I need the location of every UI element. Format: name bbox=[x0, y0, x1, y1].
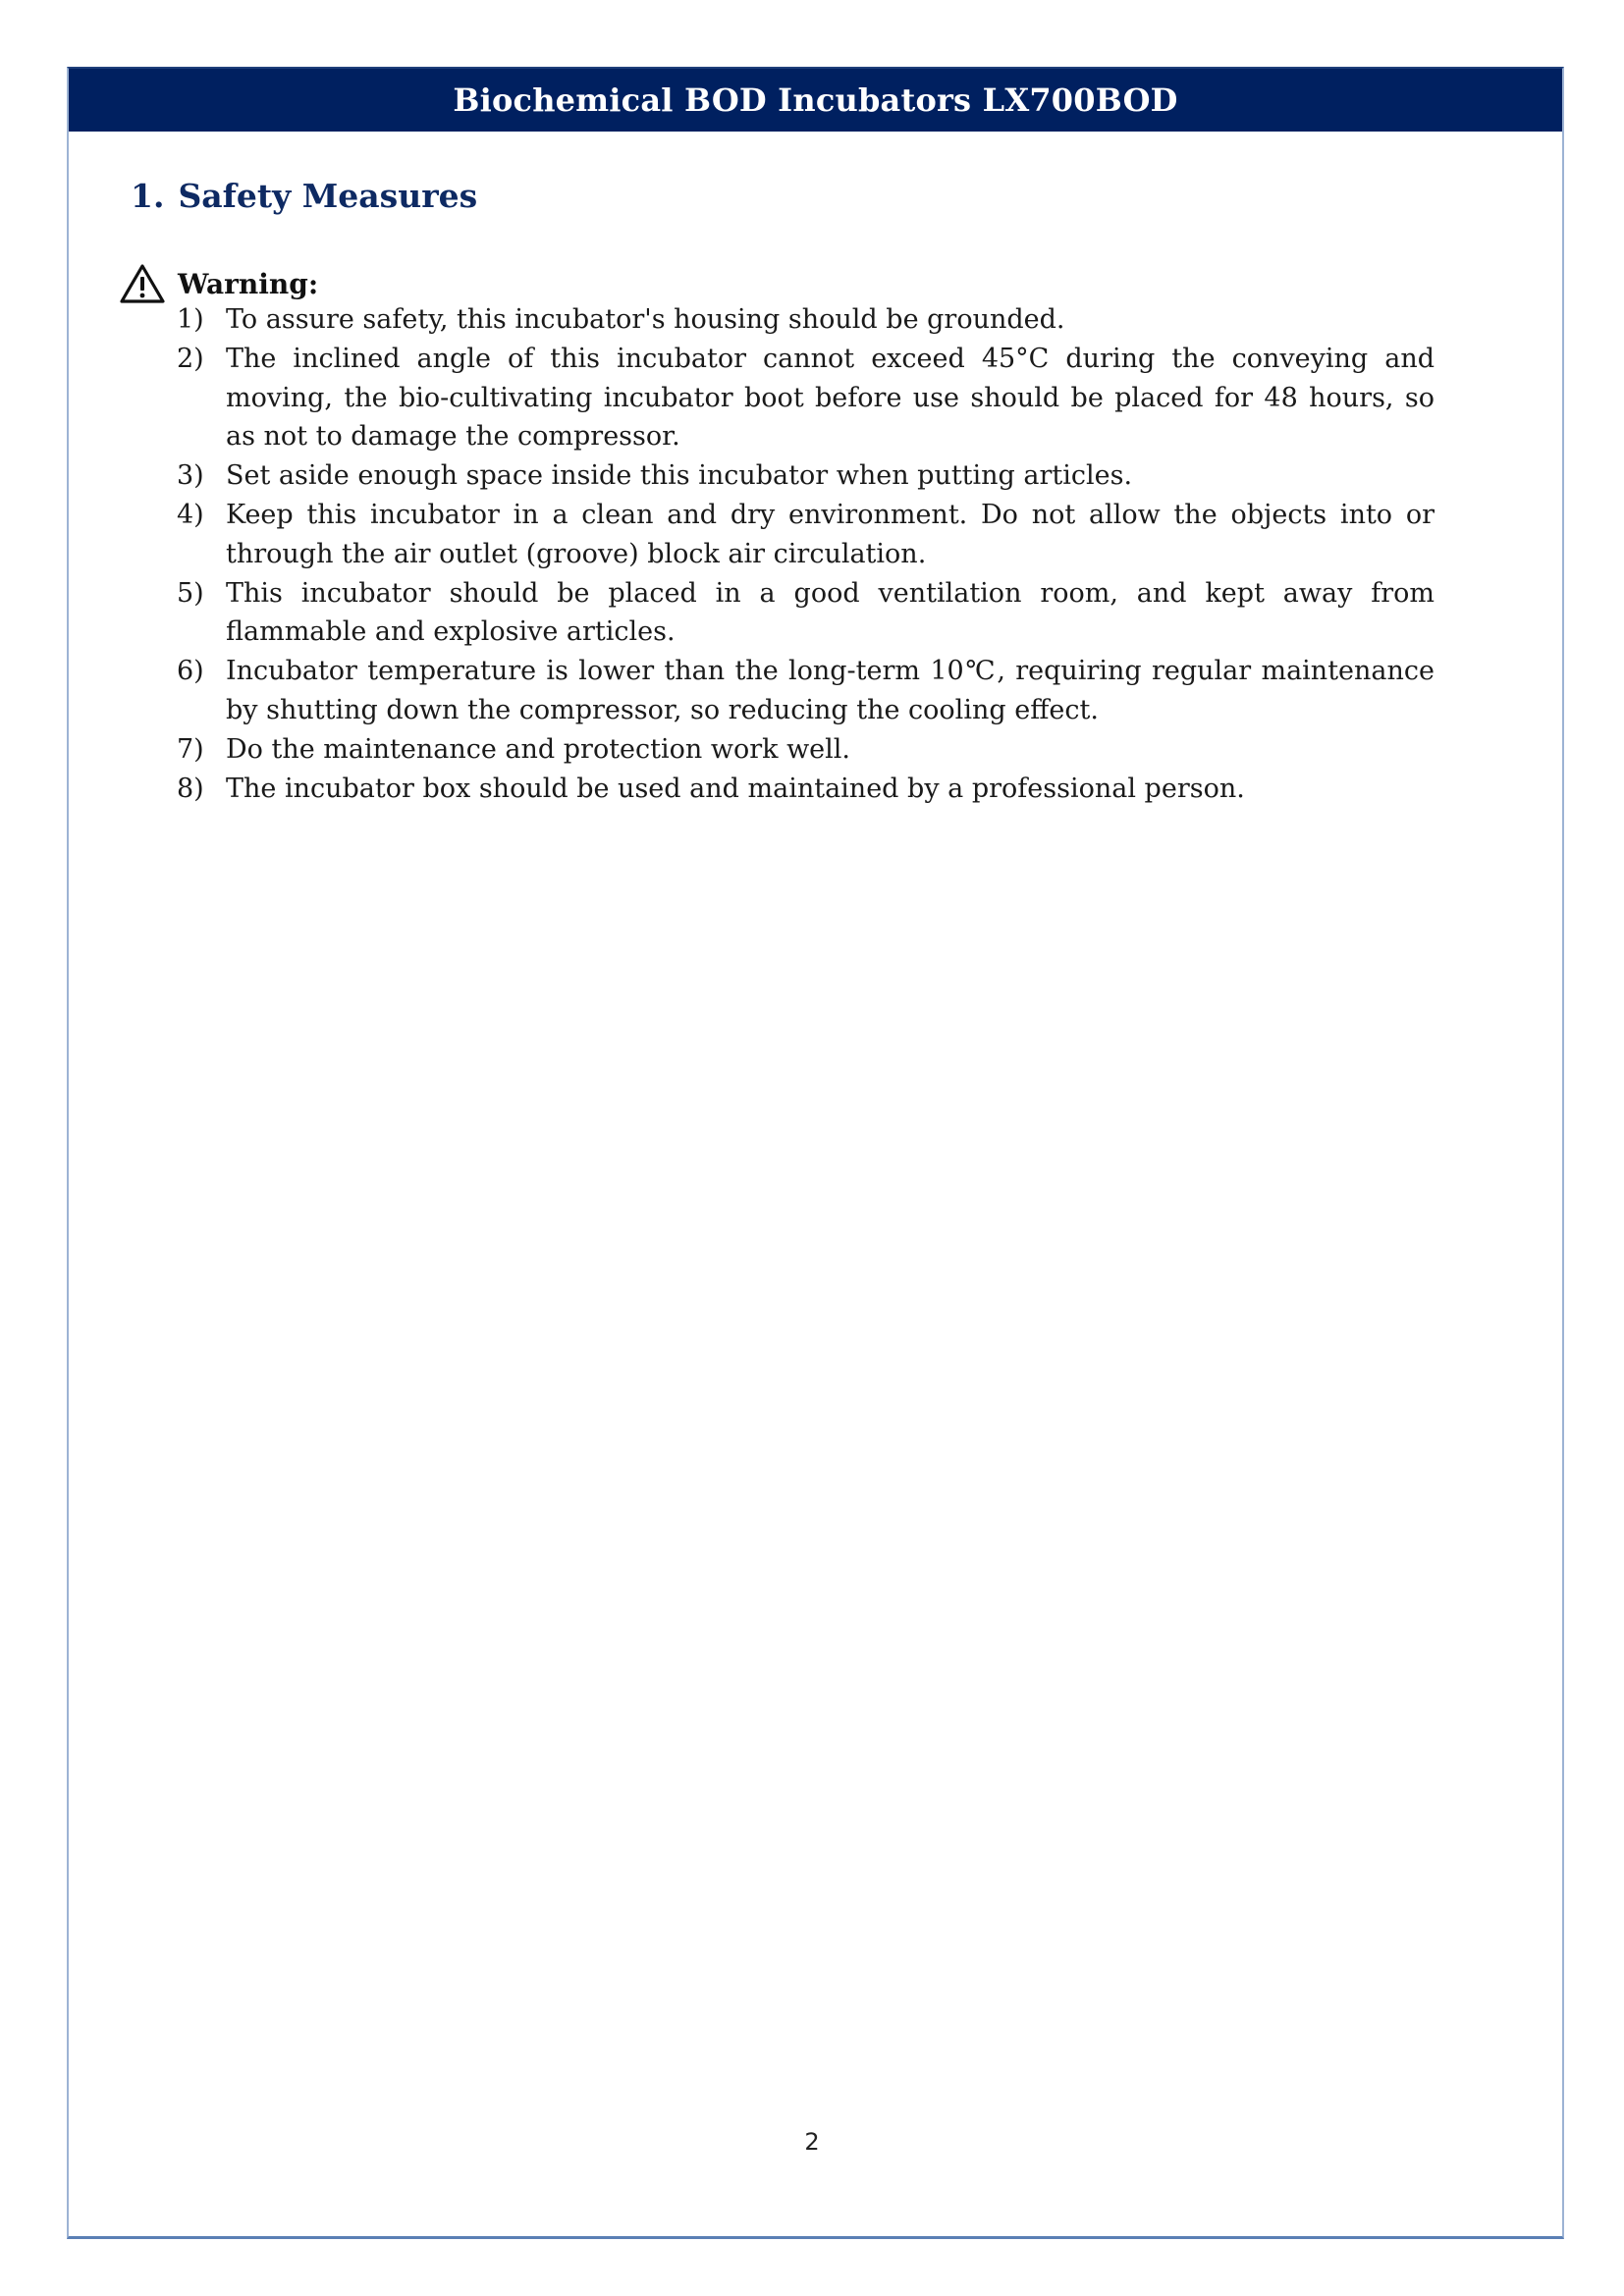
list-item bbox=[177, 574, 1435, 653]
item-number: 4) bbox=[177, 499, 204, 530]
item-text: The incubator box should be used and maintained by a professional person. bbox=[226, 773, 1245, 804]
list-item bbox=[177, 340, 1435, 456]
item-text: Do the maintenance and protection work well. bbox=[226, 733, 851, 765]
document-title: Biochemical BOD Incubators LX700BOD bbox=[453, 81, 1178, 119]
list-item bbox=[177, 770, 1435, 809]
list-item bbox=[177, 300, 1435, 340]
item-text: Keep this incubator in a clean and dry environment. Do not allow the objects into or through the air outlet (groove) block air circulation. bbox=[226, 499, 1435, 569]
section-title: Safety Measures bbox=[178, 177, 478, 215]
item-number: 1) bbox=[177, 304, 204, 335]
item-number: 5) bbox=[177, 577, 204, 609]
list-item bbox=[177, 456, 1435, 496]
section-number: 1. bbox=[131, 177, 165, 215]
item-text: The inclined angle of this incubator cannot exceed 45°C during the conveying and moving, the bio-cultivating incubator boot before use should be placed for 48 hours, so as not to damage the compressor. bbox=[226, 343, 1435, 453]
section-heading bbox=[131, 177, 477, 215]
warning-triangle-icon bbox=[119, 263, 166, 304]
item-number: 3) bbox=[177, 460, 204, 492]
item-number: 7) bbox=[177, 733, 204, 765]
list-item bbox=[177, 496, 1435, 574]
item-number: 2) bbox=[177, 343, 204, 374]
list-item bbox=[177, 730, 1435, 770]
list-item bbox=[177, 652, 1435, 730]
item-text: This incubator should be placed in a good ventilation room, and kept away from flammable and explosive articles. bbox=[226, 577, 1435, 648]
warning-row bbox=[119, 263, 318, 304]
item-number: 8) bbox=[177, 773, 204, 804]
warning-label: Warning: bbox=[178, 267, 319, 300]
header-bar bbox=[69, 69, 1562, 132]
safety-list bbox=[177, 300, 1435, 808]
item-text: Set aside enough space inside this incubator when putting articles. bbox=[226, 460, 1133, 492]
page-number: 2 bbox=[804, 2128, 820, 2156]
item-text: To assure safety, this incubator's housing should be grounded. bbox=[226, 304, 1065, 335]
item-text: Incubator temperature is lower than the long-term 10℃, requiring regular maintenance by shutting down the compressor, so reducing the cooling effect. bbox=[226, 656, 1435, 725]
item-number: 6) bbox=[177, 656, 204, 687]
